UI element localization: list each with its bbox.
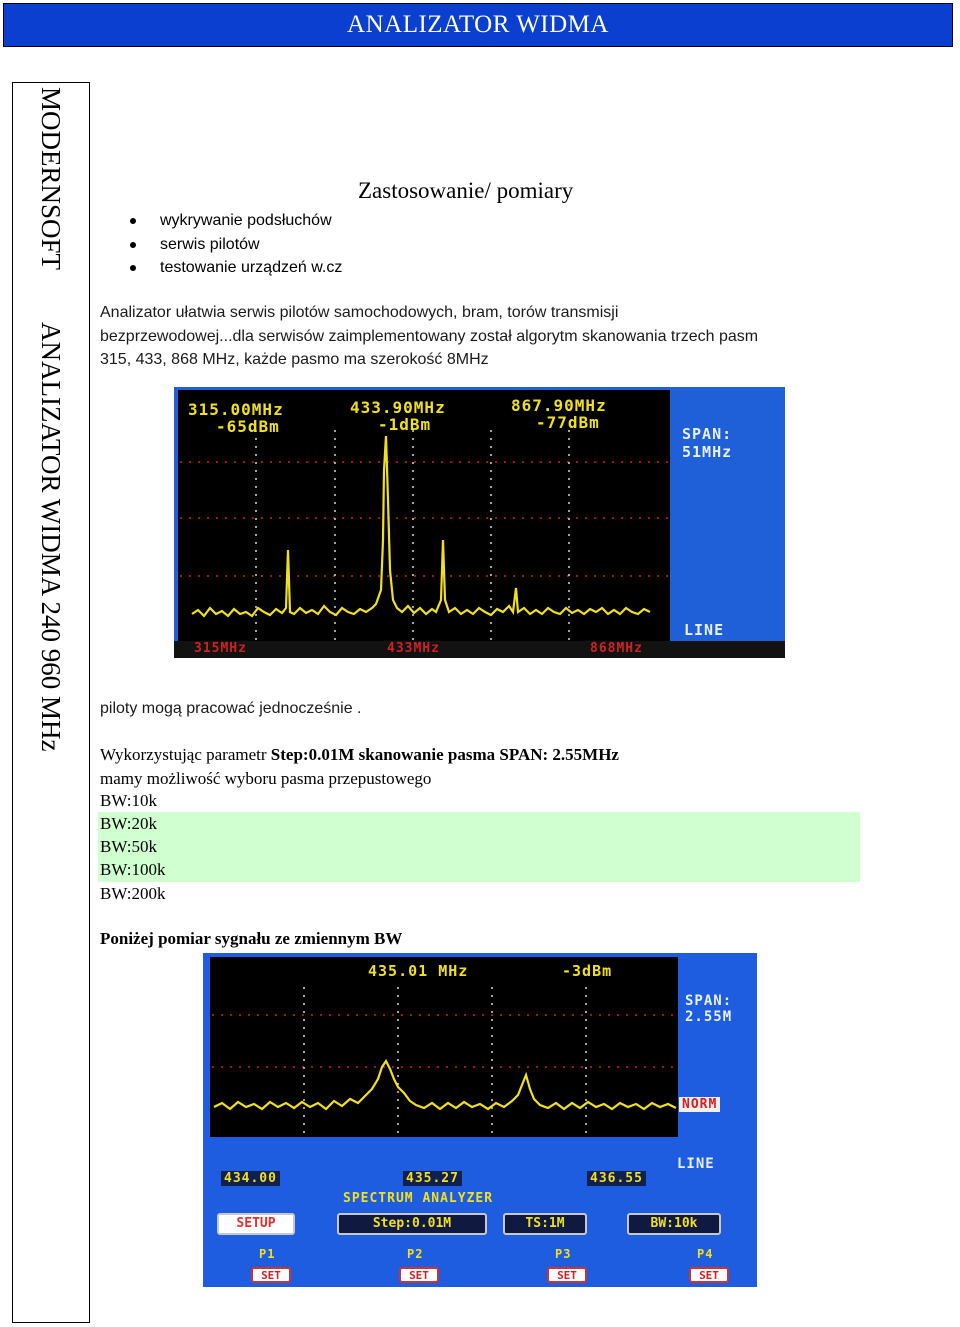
measured-frequency: 435.01 MHz [368, 962, 469, 980]
sidebar-text [32, 87, 70, 752]
span-label: SPAN: [682, 425, 733, 443]
preset-set-button[interactable]: SET [399, 1267, 439, 1283]
peak-level-2: -1dBm [378, 415, 432, 434]
spectrum-screen-2 [210, 957, 678, 1137]
list-item: wykrywanie podsłuchów [118, 209, 342, 233]
span-value: 51MHz [682, 443, 733, 461]
paragraph-line: 315, 433, 868 MHz, każde pasmo ma szerokość 8MHz [100, 351, 489, 368]
ts-button[interactable]: TS:1M [503, 1213, 587, 1235]
list-item: serwis pilotów [118, 233, 342, 257]
preset-set-button[interactable]: SET [689, 1267, 729, 1283]
frequency-scale-1 [174, 641, 785, 658]
bw-option: BW:20k [100, 814, 157, 833]
page-header [3, 3, 953, 47]
bw-option: BW:50k [100, 837, 157, 856]
preset-label: P2 [407, 1247, 424, 1261]
sidebar [12, 82, 90, 1323]
paragraph-line: bezprzewodowej...dla serwisów zaimplementowany został algorytm skanowania trzech pasm [100, 327, 759, 345]
device-banner: SPECTRUM ANALYZER [343, 1191, 494, 1206]
preset-label: P1 [259, 1247, 276, 1261]
header-title: ANALIZATOR WIDMA [347, 11, 609, 38]
spectrum-trace-2 [210, 957, 678, 1137]
spectrum-photo-2 [203, 953, 757, 1287]
use-case-list [118, 209, 342, 280]
measured-level: -3dBm [562, 962, 613, 980]
peak-level-1: -65dBm [216, 417, 280, 436]
span-label-2: SPAN: [685, 993, 733, 1009]
display-mode: LINE [684, 621, 725, 639]
paragraph-line: Analizator ułatwia serwis pilotów samochodowych, bram, torów transmisji [100, 304, 619, 321]
peak-level-3: -77dBm [536, 413, 600, 432]
section-title: Zastosowanie/ pomiary [358, 178, 574, 203]
peak-freq-2: 433.90MHz [350, 398, 446, 417]
product-name: ANALIZATOR WIDMA 240 960 MHz [36, 322, 66, 752]
scale-label: 315MHz [194, 641, 247, 656]
scale-label: 868MHz [590, 641, 643, 656]
preset-label: P4 [697, 1247, 714, 1261]
span-value-2: 2.55M [685, 1009, 733, 1025]
list-item: testowanie urządzeń w.cz [118, 256, 342, 280]
preset-label: P3 [555, 1247, 572, 1261]
peak-freq-1: 315.00MHz [188, 400, 284, 419]
pilots-note: piloty mogą pracować jednocześnie . [100, 700, 362, 717]
bw-button[interactable]: BW:10k [627, 1213, 721, 1235]
scale-label: 435.27 [403, 1171, 462, 1186]
brand-name: MODERNSOFT [36, 87, 66, 271]
bw-intro: mamy możliwość wyboru pasma przepustowego [100, 769, 432, 788]
step-params: Step:0.01M skanowanie pasma SPAN: 2.55MHz [270, 745, 619, 764]
setup-button[interactable]: SETUP [217, 1213, 295, 1235]
scale-label: 433MHz [387, 641, 440, 656]
intro-paragraph [100, 301, 890, 372]
spectrum-photo-1 [174, 387, 785, 658]
scale-label: 436.55 [587, 1171, 646, 1186]
line-mode: LINE [677, 1156, 715, 1172]
norm-mode: NORM [679, 1097, 720, 1112]
step-prefix: Wykorzystując parametr [100, 745, 271, 764]
step-button[interactable]: Step:0.01M [337, 1213, 487, 1235]
step-note [100, 745, 619, 765]
bw-option: BW:100k [100, 860, 166, 879]
measurement-heading: Poniżej pomiar sygnału ze zmiennym BW [100, 929, 403, 948]
bw-option: BW:10k [100, 791, 157, 810]
preset-set-button[interactable]: SET [251, 1267, 291, 1283]
peak-freq-3: 867.90MHz [511, 396, 607, 415]
bw-option: BW:200k [100, 884, 166, 903]
scale-label: 434.00 [221, 1171, 280, 1186]
bw-highlight [98, 812, 860, 882]
spectrum-screen-1 [178, 390, 670, 644]
preset-set-button[interactable]: SET [547, 1267, 587, 1283]
